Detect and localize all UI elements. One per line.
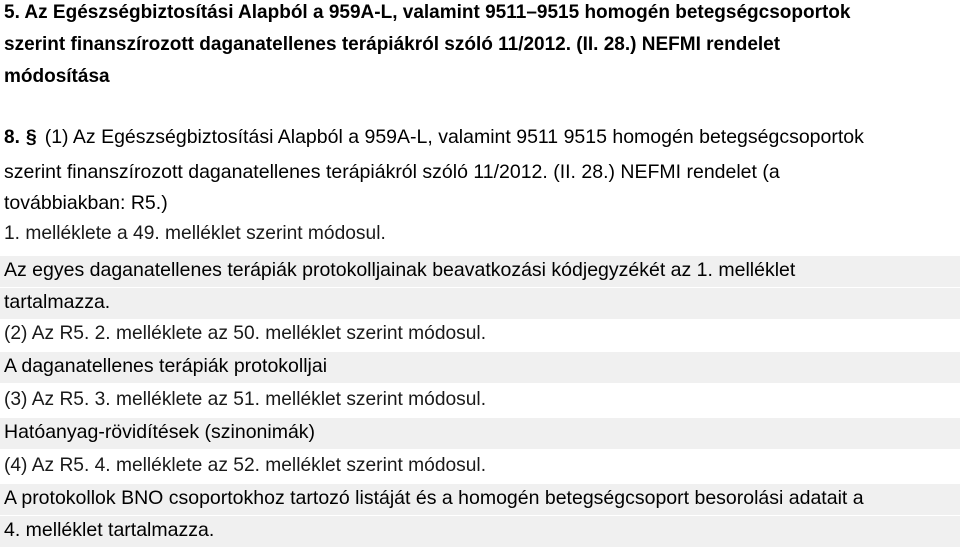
paragraph-8-line-4: 1. melléklete a 49. melléklet szerint módosul. — [4, 223, 386, 244]
item-2-highlight: A daganatellenes terápiák protokolljai — [0, 352, 960, 383]
paragraph-8-line-1 — [4, 123, 864, 151]
item-4-text: (4) Az R5. 4. melléklete az 52. melléklet szerint módosul. — [4, 455, 487, 476]
item-3-highlight: Hatóanyag-rövidítések (szinonimák) — [0, 418, 960, 449]
annex-1-line-2: tartalmazza. — [0, 288, 960, 319]
annex-1-line-1: Az egyes daganatellenes terápiák protokolljainak beavatkozási kódjegyzékét az 1. melléklet — [0, 256, 960, 287]
paragraph-8-line-3: továbbiakban: R5.) — [4, 192, 168, 214]
item-4-highlight-line-1: A protokollok BNO csoportokhoz tartozó listáját és a homogén betegségcsoport besorolási adatait a — [0, 484, 960, 515]
heading-line-3: módosítása — [4, 66, 110, 87]
item-4-highlight-line-2: 4. melléklet tartalmazza. — [0, 516, 960, 547]
item-2-text: (2) Az R5. 2. melléklete az 50. melléklet szerint módosul. — [4, 323, 487, 344]
paragraph-8-text: (1) Az Egészségbiztosítási Alapból a 959A-L, valamint 9511 9515 homogén betegségcsoportok — [44, 126, 864, 148]
section-mark: § — [25, 126, 37, 148]
heading-line-1: 5. Az Egészségbiztosítási Alapból a 959A-L, valamint 9511–9515 homogén betegségcsoportok — [4, 2, 851, 23]
heading-line-2: szerint finanszírozott daganatellenes terápiákról szóló 11/2012. (II. 28.) NEFMI rendelet — [4, 34, 781, 55]
paragraph-number: 8. — [4, 127, 20, 148]
item-3-text: (3) Az R5. 3. melléklete az 51. melléklet szerint módosul. — [4, 389, 487, 410]
paragraph-8-line-2: szerint finanszírozott daganatellenes terápiákról szóló 11/2012. (II. 28.) NEFMI rendelet (a — [4, 161, 780, 183]
